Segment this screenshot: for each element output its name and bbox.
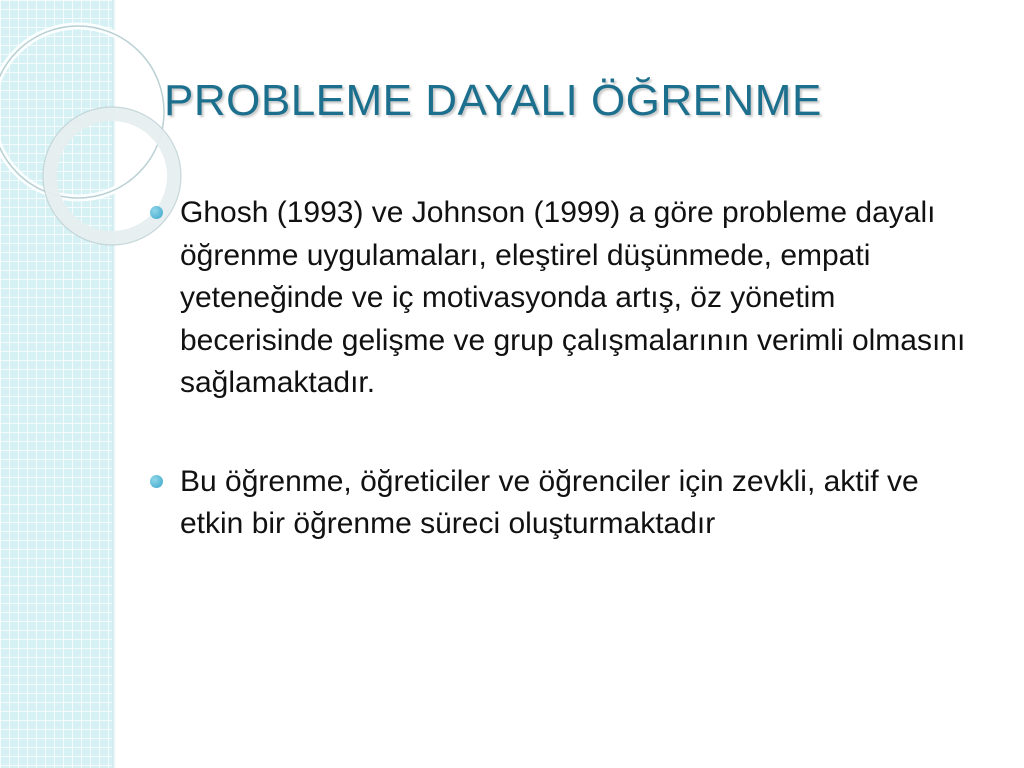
bullet-text: Ghosh (1993) ve Johnson (1999) a göre probleme dayalı öğrenme uygulamaları, eleştirel düşünmede, empati yeteneğinde ve iç motivasyonda artış, öz yönetim becerisinde gelişme ve grup çalışmalarının verimli olmasını sağlamaktadır. — [180, 196, 966, 399]
bullet-item — [148, 461, 978, 546]
bullet-dot-icon — [150, 206, 163, 219]
large-ring-outline — [0, 26, 164, 198]
bullet-text: Bu öğrenme, öğreticiler ve öğrenciler için zevkli, aktif ve etkin bir öğrenme süreci oluşturmaktadır — [180, 464, 919, 540]
bullet-list — [148, 192, 978, 546]
bullet-item — [148, 192, 978, 405]
bullet-dot-icon — [150, 475, 163, 488]
slide-title: PROBLEME DAYALI ÖĞRENME — [164, 76, 822, 125]
